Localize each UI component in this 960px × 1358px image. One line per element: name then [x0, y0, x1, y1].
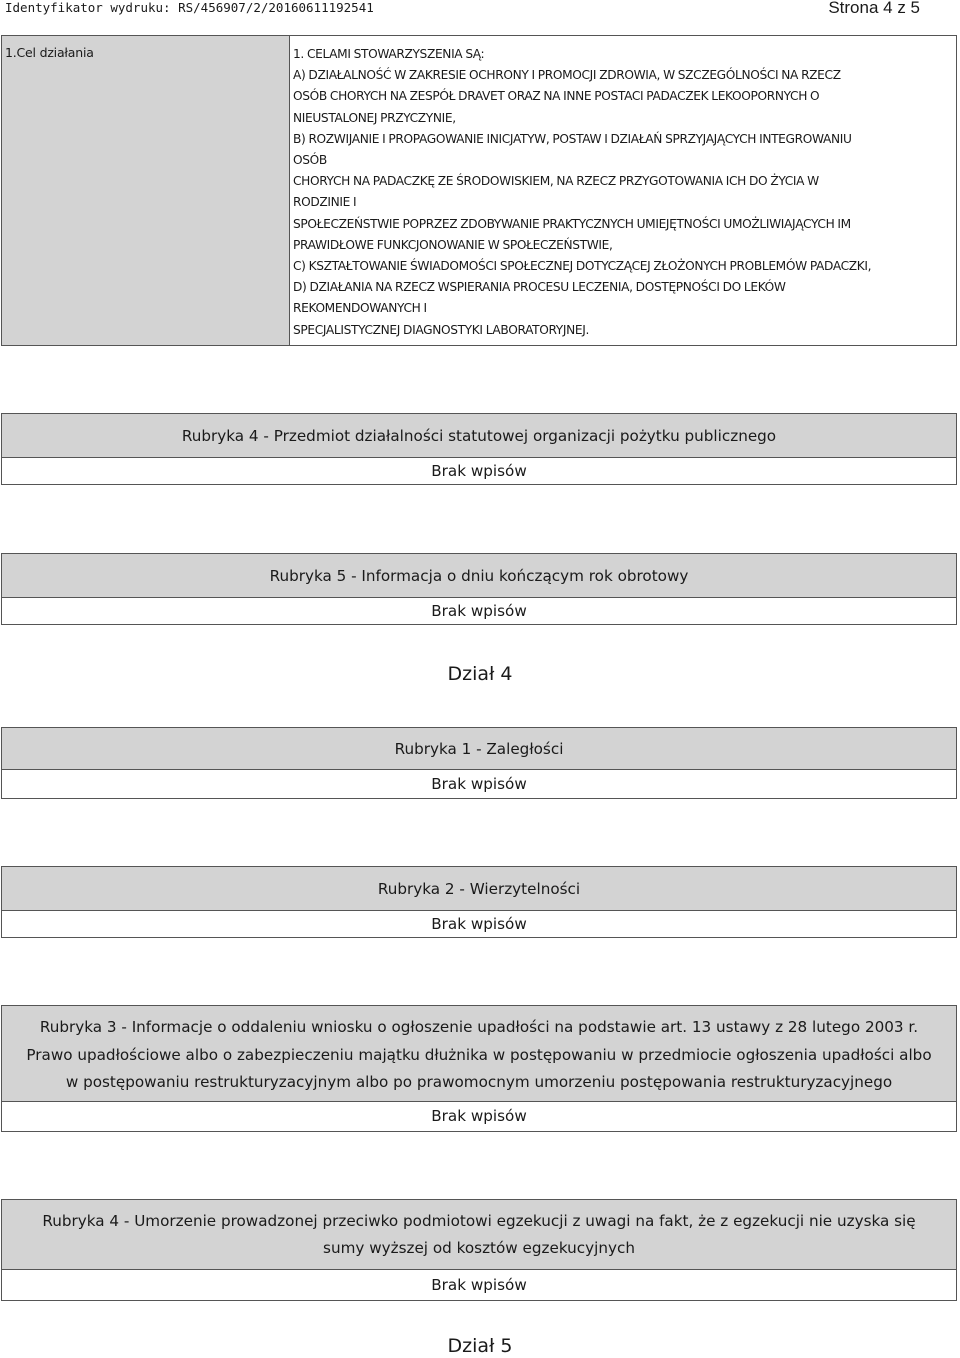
rubric-title-line: Rubryka 5 - Informacja o dniu kończącym rok obrotowy — [269, 567, 689, 585]
rubric-title — [2, 867, 956, 911]
rubric-box — [1, 553, 957, 625]
goal-line: REKOMENDOWANYCH I — [293, 301, 427, 316]
rubric-title — [2, 414, 956, 458]
goal-line: SPECJALISTYCZNEJ DIAGNOSTYKI LABORATORYJNEJ. — [293, 322, 590, 337]
rubric-title — [2, 728, 956, 770]
goal-line: D) DZIAŁANIA NA RZECZ WSPIERANIA PROCESU LECZENIA, DOSTĘPNOŚCI DO LEKÓW — [293, 280, 786, 295]
goal-line: SPOŁECZEŃSTWIE POPRZEZ ZDOBYWANIE PRAKTYCZNYCH UMIEJĘTNOŚCI UMOŻLIWIAJĄCYCH IM — [293, 216, 851, 231]
goal-line: OSÓB CHORYCH NA ZESPÓŁ DRAVET ORAZ NA INNE POSTACI PADACZEK LEKOOPORNYCH O — [293, 89, 820, 104]
rubric-box — [1, 413, 957, 485]
rubric-title-line: Rubryka 2 - Wierzytelności — [377, 880, 581, 898]
section-heading: Dział 5 — [447, 1335, 513, 1357]
rubric-box — [1, 866, 957, 938]
rubric-title-line: sumy wyższej od kosztów egzekucyjnych — [323, 1239, 635, 1257]
print-identifier: Identyfikator wydruku: RS/456907/2/20160611192541 — [5, 0, 374, 15]
goal-line: RODZINIE I — [293, 195, 357, 210]
goal-line: PRAWIDŁOWE FUNKCJONOWANIE W SPOŁECZEŃSTWIE, — [293, 237, 613, 252]
goal-line: NIEUSTALONEJ PRZYCZYNIE, — [293, 110, 456, 125]
rubric-title-line: Rubryka 3 - Informacje o oddaleniu wniosku o ogłoszenie upadłości na podstawie art. 13 ustawy z 28 lutego 2003 r. — [39, 1018, 919, 1036]
rubric-body: Brak wpisów — [431, 915, 527, 933]
goal-line: 1. CELAMI STOWARZYSZENIA SĄ: — [293, 47, 485, 61]
rubric-box — [1, 1005, 957, 1132]
rubric-body: Brak wpisów — [431, 1276, 527, 1294]
rubric-title-line: w postępowaniu restrukturyzacyjnym albo po prawomocnym umorzeniu postępowania restrukturyzacyjnego — [65, 1073, 893, 1091]
goal-line: CHORYCH NA PADACZKĘ ZE ŚRODOWISKIEM, NA RZECZ PRZYGOTOWANIA ICH DO ŻYCIA W — [293, 174, 819, 189]
rubric-body: Brak wpisów — [431, 462, 527, 480]
rubric-box — [1, 1199, 957, 1301]
rubric-body: Brak wpisów — [431, 775, 527, 793]
rubric-title — [2, 554, 956, 598]
rubric-box — [1, 727, 957, 799]
goal-line: OSÓB — [293, 153, 327, 168]
rubric-title — [2, 1200, 956, 1270]
rubric-title-line: Rubryka 4 - Przedmiot działalności statutowej organizacji pożytku publicznego — [181, 427, 777, 445]
rubric-body: Brak wpisów — [431, 1107, 527, 1125]
rubric-title-line: Rubryka 1 - Zaległości — [394, 740, 564, 758]
goal-label: 1.Cel działania — [2, 36, 290, 345]
goal-table — [1, 35, 957, 346]
page-number: Strona 4 z 5 — [828, 0, 920, 17]
goal-content — [290, 36, 956, 345]
rubric-body: Brak wpisów — [431, 602, 527, 620]
rubric-title-line: Prawo upadłościowe albo o zabezpieczeniu majątku dłużnika w postępowaniu w przedmiocie ogłoszenia upadłości albo — [26, 1045, 932, 1064]
goal-line: C) KSZTAŁTOWANIE ŚWIADOMOŚCI SPOŁECZNEJ DOTYCZĄCEJ ZŁOŻONYCH PROBLEMÓW PADACZKI, — [293, 259, 872, 274]
goal-line: B) ROZWIJANIE I PROPAGOWANIE INICJATYW, POSTAW I DZIAŁAŃ SPRZYJAJĄCYCH INTEGROWANIU — [293, 131, 852, 146]
rubric-title-line: Rubryka 4 - Umorzenie prowadzonej przeciwko podmiotowi egzekucji z uwagi na fakt, że z egzekucji nie uzyska się — [42, 1212, 916, 1230]
rubric-title — [2, 1006, 956, 1102]
section-heading: Dział 4 — [447, 663, 513, 685]
goal-line: A) DZIAŁALNOŚĆ W ZAKRESIE OCHRONY I PROMOCJI ZDROWIA, W SZCZEGÓLNOŚCI NA RZECZ — [293, 68, 841, 83]
